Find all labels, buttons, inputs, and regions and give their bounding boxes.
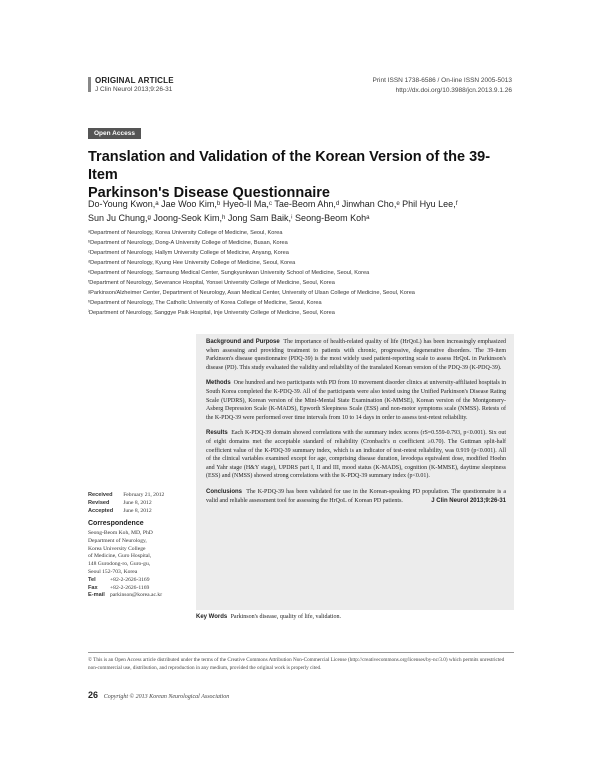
results-text: Each K-PDQ-39 domain showed correlations with the summary index scores (rS=0.559-0.793, p<0.001). Six out of eight domains met the acceptable standard of reliability (Cronbach's α coefficient ≥0.70). The Guttman split-half coefficient value of the K-PDQ-39 summary index, which is an indicator of test-retest reliability, was 0.919 (p<0.001). All of the clinical variables examined except for age, comprising disease duration, levodopa equivalent dose, modified Hoehn and Yahr stage (H&Y stage), UPDRS part I, II and III, mood status (K-MADS), cognition (K-MMSE), daytime sleepiness (ESS) and (NMSS) showed strong correlations with the K-PDQ-39 summary index (p<0.01). (206, 430, 506, 480)
article-type: ORIGINAL ARTICLE (95, 76, 174, 85)
affiliation-e: ᵉDepartment of Neurology, Samsung Medical Center, Sungkyunkwan University School of Medicine, Seoul, Korea (88, 270, 370, 276)
issn-line: Print ISSN 1738-6586 / On-line ISSN 2005-5013 (372, 77, 512, 84)
keywords-label: Key Words (196, 614, 228, 620)
article-dates (88, 491, 174, 515)
authors-line-2: Sun Ju Chung,ᵍ Joong-Seok Kim,ʰ Jong Sam Baik,ⁱ Seong-Beom Kohᵃ (88, 212, 370, 223)
corr-line: of Medicine, Guro Hospital, (88, 553, 152, 560)
received-date: February 21, 2012 (123, 492, 165, 498)
license-notice: © This is an Open Access article distributed under the terms of the Creative Commons Attribution Non-Commercial License (http://creativecommons.org/licenses/by-nc/3.0) which permits unrestricted non-commercial use, distribution, and reproduction in any medium, provided the original work is properly cited. (88, 657, 505, 671)
methods-label: Methods (206, 380, 231, 387)
affiliation-g: ᵍParkinson/Alzheimer Center, Department of Neurology, Asan Medical Center, University of Ulsan College of Medicine, Seoul, Korea (88, 290, 415, 296)
affiliations (88, 228, 528, 318)
revised-label: Revised (88, 500, 110, 506)
corr-tel (88, 577, 188, 585)
abstract-background (206, 338, 506, 372)
results-label: Results (206, 430, 228, 437)
abstract-results (206, 429, 506, 481)
corr-line: Seong-Beom Koh, MD, PhD (88, 530, 153, 536)
title-line-2: Parkinson's Disease Questionnaire (88, 185, 330, 201)
fax-label: Fax (88, 584, 98, 591)
correspondence-heading: Correspondence (88, 520, 144, 527)
article-title (88, 148, 518, 202)
title-line-1: Translation and Validation of the Korean Version of the 39-Item (88, 149, 491, 183)
keywords (196, 614, 514, 620)
page-number: 26 (88, 690, 99, 700)
email-address[interactable]: parkinson@korea.ac.kr (110, 592, 163, 599)
corr-line: Seoul 152-703, Korea (88, 568, 138, 575)
affiliation-b: ᵇDepartment of Neurology, Dong-A University College of Medicine, Busan, Korea (88, 240, 288, 246)
keywords-text: Parkinson's disease, quality of life, validation. (230, 614, 341, 620)
background-label: Background and Purpose (206, 339, 280, 345)
methods-text: One hundred and two participants with PD from 10 movement disorder clinics at university-affiliated hospitals in South Korea completed the K-PDQ-39. All of the participants were also tested using the Unified Parkinson's Disease Rating Scale (UPDRS), Korean version of the Mini-Mental State Examination (K-MMSE), Korean version of the Montgomery-Asberg Depression Scale (K-MADS), Epworth Sleepiness Scale (ESS) and non-motor symptoms scale (NMSS). Retests of the K-PDQ-39 were performed over time intervals from 10 to 14 days in order to assess test-retest reliability. (206, 380, 507, 421)
abstract-methods (206, 379, 506, 422)
affiliation-d: ᵈDepartment of Neurology, Kyung Hee University College of Medicine, Seoul, Korea (88, 260, 296, 266)
doi-link[interactable]: http://dx.doi.org/10.3988/jcn.2013.9.1.26 (395, 87, 512, 94)
corr-email (88, 592, 188, 600)
authors-line-1: Do-Young Kwon,ᵃ Jae Woo Kim,ᵇ Hyeo-Il Ma,ᶜ Tae-Beom Ahn,ᵈ Jinwhan Cho,ᵉ Phil Hyu Lee,ᶠ (88, 199, 458, 209)
affiliation-i: ⁱDepartment of Neurology, Sanggye Paik Hospital, Inje University College of Medicine, Seoul, Korea (88, 310, 335, 316)
background-text: The importance of health-related quality of life (HrQoL) has been increasingly emphasized when assessing and providing treatment to patients with chronic, progressive, degenerative disorders. The 39-item Parkinson's disease questionnaire (PDQ-39) is the most widely used patient-reporting scale to assess HrQoL in Parkinson's disease (PD). This study evaluated the validity and reliability of the translated Korean version of the PDQ-39 (K-PDQ-39). (206, 339, 507, 371)
affiliation-f: ᶠDepartment of Neurology, Severance Hospital, Yonsei University College of Medicine, Seoul, Korea (88, 280, 335, 286)
conclusions-text: The K-PDQ-39 has been validated for use in the Korean-speaking PD population. The questionnaire is a valid and reliable assessment tool for assessing the HrQoL of Korean PD patients. (206, 488, 506, 504)
corr-line: Department of Neurology, (88, 537, 147, 544)
corr-fax (88, 585, 188, 593)
fax-number: +82-2-2626-1169 (110, 584, 150, 591)
tel-number: +82-2-2626-3169 (110, 576, 150, 583)
open-access-badge: Open Access (88, 128, 141, 139)
footer-divider (88, 652, 514, 653)
page-footer (88, 690, 229, 700)
correspondence-details (88, 530, 188, 600)
affiliation-c: ᶜDepartment of Neurology, Hallym University College of Medicine, Anyang, Korea (88, 250, 289, 256)
corr-line: Korea University College (88, 545, 146, 552)
abstract (206, 338, 506, 512)
conclusions-label: Conclusions (206, 488, 243, 495)
abstract-conclusions (206, 488, 506, 505)
header-accent-bar (88, 77, 91, 92)
accepted-date: June 8, 2012 (123, 508, 152, 514)
email-label: E-mail (88, 592, 105, 599)
affiliation-h: ʰDepartment of Neurology, The Catholic University of Korea College of Medicine, Seoul, Korea (88, 300, 322, 306)
received-label: Received (88, 492, 113, 498)
tel-label: Tel (88, 576, 96, 583)
corr-line: 148 Gurodong-ro, Guro-gu, (88, 561, 151, 568)
affiliation-a: ᵃDepartment of Neurology, Korea University College of Medicine, Seoul, Korea (88, 230, 283, 236)
revised-date: June 8, 2012 (123, 500, 152, 506)
author-list (88, 198, 518, 225)
accepted-label: Accepted (88, 508, 114, 514)
abstract-citation: J Clin Neurol 2013;9:26-31 (431, 497, 506, 504)
copyright-text: Copyright © 2013 Korean Neurological Association (103, 694, 230, 700)
journal-reference: J Clin Neurol 2013;9:26-31 (95, 86, 173, 93)
